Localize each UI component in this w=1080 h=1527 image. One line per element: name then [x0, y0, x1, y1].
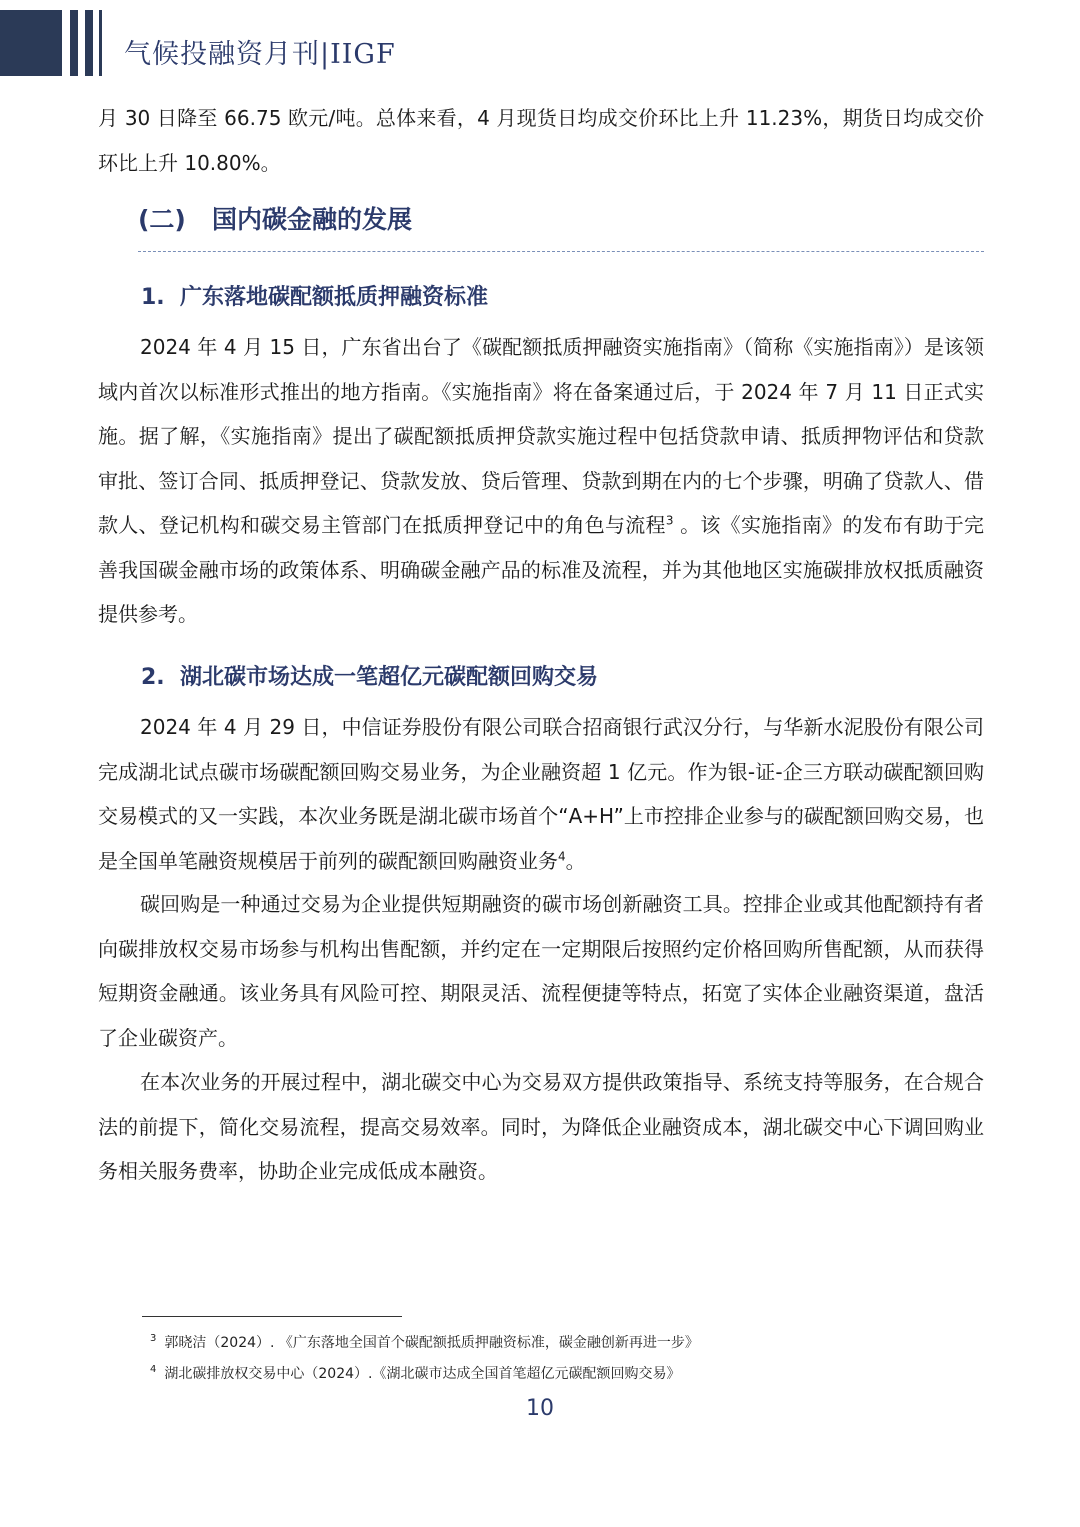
- header-decor-bar: [0, 10, 62, 76]
- footnote-text: 湖北碳排放权交易中心（2024）.《湖北碳市达成全国首笔超亿元碳配额回购交易》: [164, 1366, 681, 1382]
- footnote-text: 郭晓洁（2024）. 《广东落地全国首个碳配额抵质押融资标准，碳金融创新再进一步》: [164, 1335, 699, 1351]
- footnote-divider: [142, 1316, 402, 1317]
- subsection-1-text: 2024 年 4 月 15 日，广东省出台了《碳配额抵质押融资实施指南》（简称《实施指南》）是该领域内首次以标准形式推出的地方指南。《实施指南》将在备案通过后，于 2024 年 7 月 11 日正式实施。据了解，《实施指南》提出了碳配额抵质押贷款实施过程中包括贷款申请、抵质押物评估和贷款审批、签订合同、抵质押登记、贷款发放、贷后管理、贷款到期在内的七个步骤，明确了贷款人、借款人、登记机构和碳交易主管部门在抵质押登记中的角色与流程: [98, 335, 984, 537]
- subsection-1-heading: 1. 广东落地碳配额抵质押融资标准: [141, 285, 488, 310]
- subsection-2-heading: 2. 湖北碳市场达成一笔超亿元碳配额回购交易: [141, 665, 598, 690]
- subsection-1-paragraph: [98, 325, 984, 637]
- subsection-2-paragraph-3: 在本次业务的开展过程中，湖北碳交中心为交易双方提供政策指导、系统支持等服务，在合规合法的前提下，简化交易流程，提高交易效率。同时，为降低企业融资成本，湖北碳交中心下调回购业务相关服务费率，协助企业完成低成本融资。: [98, 1070, 984, 1183]
- section-heading: (二) 国内碳金融的发展: [138, 205, 412, 234]
- subsection-2-paragraph-1: [98, 705, 984, 883]
- subsection-1-text-tail: 。该《实施指南》的发布有助于完善我国碳金融市场的政策体系、明确碳金融产品的标准及流程，并为其他地区实施碳排放权抵质融资提供参考。: [98, 513, 985, 626]
- footnote-4: [150, 1363, 680, 1383]
- section-divider: [138, 251, 984, 252]
- subsection-2-text: 2024 年 4 月 29 日，中信证券股份有限公司联合招商银行武汉分行，与华新水泥股份有限公司完成湖北试点碳市场碳配额回购交易业务，为企业融资超 1 亿元。作为银-证-企三方联动碳配额回购交易模式的又一实践，本次业务既是湖北碳市场首个“A+H”上市控排企业参与的碳配额回购交易，也是全国单笔融资规模居于前列的碳配额回购融资业务: [98, 715, 984, 873]
- footnote-number: 4: [150, 1364, 157, 1376]
- intro-paragraph: 月 30 日降至 66.75 欧元/吨。总体来看，4 月现货日均成交价环比上升 11.23%，期货日均成交价环比上升 10.80%。: [98, 106, 984, 175]
- subsection-2-paragraph-2: 碳回购是一种通过交易为企业提供短期融资的碳市场创新融资工具。控排企业或其他配额持有者向碳排放权交易市场参与机构出售配额，并约定在一定期限后按照约定价格回购所售配额，从而获得短期资金融通。该业务具有风险可控、期限灵活、流程便捷等特点，拓宽了实体企业融资渠道，盘活了企业碳资产。: [98, 892, 984, 1050]
- header-decor-bar: [85, 10, 93, 76]
- footnote-ref-3[interactable]: 3: [665, 513, 674, 528]
- subsection-2-text-tail: 。: [565, 848, 586, 873]
- page-header: [0, 0, 1080, 80]
- header-decor-bar: [99, 10, 102, 76]
- footnote-number: 3: [150, 1333, 157, 1345]
- footnote-3: [150, 1332, 699, 1352]
- journal-title: 气候投融资月刊|IIGF: [124, 39, 396, 70]
- page-number: 10: [526, 1396, 554, 1421]
- header-decor-bar: [70, 10, 78, 76]
- footnote-ref-4[interactable]: 4: [558, 848, 566, 863]
